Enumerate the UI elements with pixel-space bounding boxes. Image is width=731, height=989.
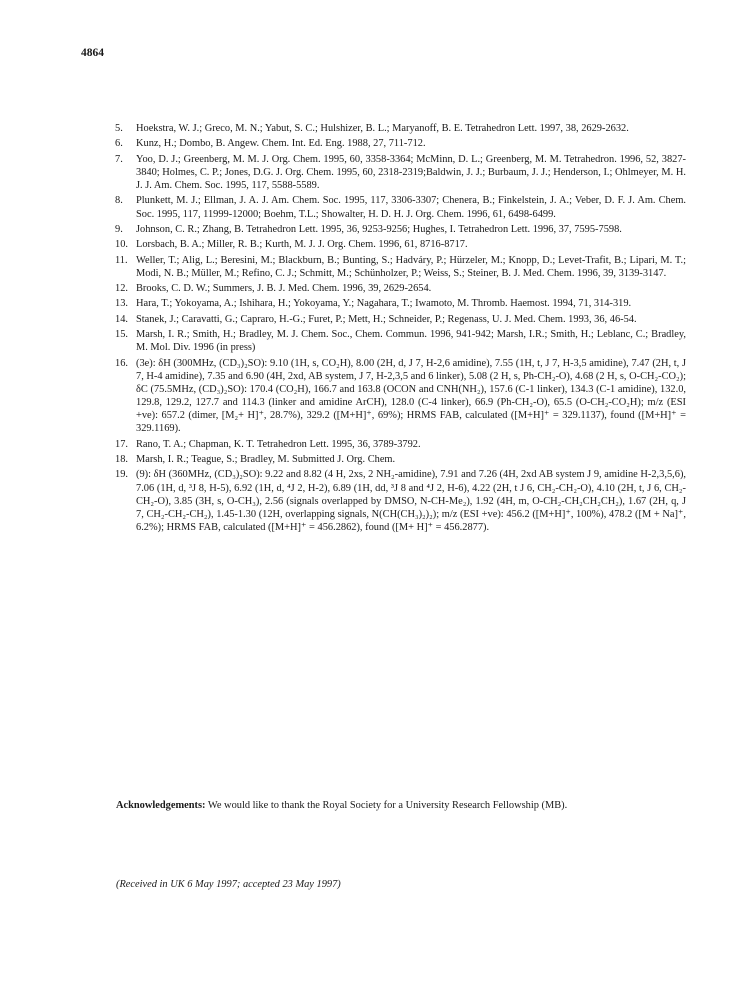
- reference-number: 5.: [115, 123, 123, 134]
- received-date: (Received in UK 6 May 1997; accepted 23 May 1997): [116, 879, 341, 890]
- reference-text: Hara, T.; Yokoyama, A.; Ishihara, H.; Yokoyama, Y.; Nagahara, T.; Iwamoto, M. Thromb. Haemost. 1994, 71, 314-319.: [136, 298, 632, 310]
- reference-text: Plunkett, M. J.; Ellman, J. A. J. Am. Chem. Soc. 1995, 117, 3306-3307; Chenera, B.; Finkelstein, J. A.; Veber, D. F. J. Am. Chem. Soc. 1995, 117, 11999-12000; Boehm, T.L.; Showalter, H. D. H. J. Org. Chem. 1996, 61, 6498-6499.: [136, 195, 686, 220]
- reference-text: (9): δH (360MHz, (CD₃)₂SO): 9.22 and 8.82 (4 H, 2xs, 2 NH₂-amidine), 7.91 and 7.26 (4H, 2xd AB system J 9, amidine H-2,3,5,6), 7.06 (1H, d, ³J 8, H-5), 6.92 (1H, d, ⁴J 2, H-2), 6.89 (1H, dd, ³J 8 and ⁴J 2, H-6), 4.22 (2H, t J 6, CH₂-CH₂-O), 4.10 (2H, t, J 6, CH₂-CH₂-O), 3.85 (3H, s, O-CH₃), 2.56 (signals overlapped by DMSO, N-CH-Me₂), 1.92 (4H, m, O-CH₂-CH₂CH₂CH₂), 1.67 (2H, q, J 7, CH₂-CH₂-CH₂), 1.45-1.30 (12H, overlapping signals, N(CH(CH₃)₂)₂); m/z (ESI +ve): 456.2 ([M+H]⁺, 100%), 478.2 ([M + Na]⁺, 6.2%); HRMS FAB, calculated ([M+H]⁺ = 456.2862), found ([M+ H]⁺ = 456.2877).: [136, 469, 686, 533]
- reference-item: [116, 137, 686, 150]
- reference-item: [116, 153, 686, 192]
- reference-text: Marsh, I. R.; Teague, S.; Bradley, M. Submitted J. Org. Chem.: [136, 454, 396, 466]
- reference-text: Johnson, C. R.; Zhang, B. Tetrahedron Lett. 1995, 36, 9253-9256; Hughes, I. Tetrahedron Lett. 1996, 37, 7595-7598.: [136, 223, 622, 235]
- reference-number: 14.: [115, 313, 128, 325]
- reference-item: [116, 438, 686, 451]
- reference-text: Hoekstra, W. J.; Greco, M. N.; Yabut, S. C.; Hulshizer, B. L.; Maryanoff, B. E. Tetrahedron Lett. 1997, 38, 2629-2632.: [136, 123, 629, 134]
- reference-number: 9.: [115, 223, 123, 235]
- reference-item: [116, 122, 686, 135]
- reference-number: 12.: [115, 283, 128, 295]
- reference-item: [116, 238, 686, 251]
- reference-item: [116, 282, 686, 295]
- reference-number: 11.: [115, 254, 128, 266]
- reference-item: [116, 328, 686, 354]
- reference-text: Marsh, I. R.; Smith, H.; Bradley, M. J. Chem. Soc., Chem. Commun. 1996, 941-942; Marsh, I.R.; Smith, H.; Leblanc, C.; Bradley, M. Mol. Div. 1996 (in press): [136, 329, 686, 354]
- reference-item: [116, 357, 686, 436]
- reference-number: 16.: [115, 357, 128, 369]
- reference-item: [116, 453, 686, 466]
- reference-item: [116, 297, 686, 310]
- acknowledgements-text: We would like to thank the Royal Society for a University Research Fellowship (MB).: [205, 800, 568, 811]
- reference-number: 17.: [115, 438, 128, 450]
- reference-number: 19.: [115, 469, 128, 481]
- reference-text: Brooks, C. D. W.; Summers, J. B. J. Med. Chem. 1996, 39, 2629-2654.: [136, 283, 432, 295]
- reference-number: 18.: [115, 454, 128, 466]
- reference-number: 15.: [115, 329, 128, 341]
- reference-item: [116, 194, 686, 220]
- reference-item: [116, 313, 686, 326]
- reference-number: 7.: [115, 153, 123, 165]
- reference-number: 13.: [115, 298, 128, 310]
- reference-text: Rano, T. A.; Chapman, K. T. Tetrahedron Lett. 1995, 36, 3789-3792.: [136, 438, 421, 450]
- reference-list: [116, 122, 686, 536]
- acknowledgements: [116, 799, 706, 812]
- reference-text: Kunz, H.; Dombo, B. Angew. Chem. Int. Ed. Eng. 1988, 27, 711-712.: [136, 138, 426, 150]
- reference-number: 8.: [115, 195, 123, 207]
- reference-number: 6.: [115, 138, 123, 150]
- page-number: 4864: [81, 47, 104, 59]
- reference-text: Weller, T.; Alig, L.; Beresini, M.; Blackburn, B.; Bunting, S.; Hadváry, P.; Hürzeler, M.; Knopp, D.; Levet-Trafit, B.; Lipari, M. T.; Modi, N. B.; Müller, M.; Refino, C. J.; Schmitt, M.; Schünholzer, P.; Weiss, S.; Steiner, B. J. Med. Chem. 1996, 39, 3139-3147.: [136, 254, 686, 279]
- reference-text: Stanek, J.; Caravatti, G.; Capraro, H.-G.; Furet, P.; Mett, H.; Schneider, P.; Regenass, U. J. Med. Chem. 1993, 36, 46-54.: [136, 313, 637, 325]
- reference-item: [116, 468, 686, 534]
- acknowledgements-label: Acknowledgements:: [116, 800, 206, 811]
- reference-item: [116, 223, 686, 236]
- reference-text: Lorsbach, B. A.; Miller, R. B.; Kurth, M. J. J. Org. Chem. 1996, 61, 8716-8717.: [136, 239, 468, 251]
- reference-text: Yoo, D. J.; Greenberg, M. M. J. Org. Chem. 1995, 60, 3358-3364; McMinn, D. L.; Greenberg, M. M. Tetrahedron. 1996, 52, 3827-3840; Holmes, C. P.; Jones, D.G. J. Org. Chem. 1995, 60, 2318-2319;Baldwin, J. J.; Burbaum, J. J.; Henderson, I.; Ohlmeyer, M. H. J. J. Am. Chem. Soc. 1995, 117, 5588-5589.: [136, 153, 686, 191]
- reference-text: (3e): δH (300MHz, (CD₃)₂SO): 9.10 (1H, s, CO₂H), 8.00 (2H, d, J 7, H-2,6 amidine), 7.55 (1H, t, J 7, H-3,5 amidine), 7.47 (2H, t, J 7, H-4 amidine), 7.35 and 6.90 (4H, 2xd, AB system, J 7, H-2,3,5 and 6 linker), 5.08 (2 H, s, Ph-CH₂-O), 4.68 (2 H, s, O-CH₂-CO₂); δC (75.5MHz, (CD₃)₂SO): 170.4 (CO₂H), 166.7 and 163.8 (OCON and CNH(NH₂), 157.6 (C-1 linker), 134.3 (C-1 amidine), 132.0, 129.8, 129.2, 127.7 and 114.3 (linker and amidine ArCH), 128.0 (C-4 linker), 66.9 (Ph-CH₂-O), 65.5 (O-CH₂-CO₂H); m/z (ESI +ve): 657.2 (dimer, [M₂+ H]⁺, 28.7%), 329.2 ([M+H]⁺, 69%); HRMS FAB, calculated ([M+H]⁺ = 329.1137), found ([M+H]⁺ = 329.1169).: [136, 357, 686, 435]
- reference-item: [116, 254, 686, 280]
- reference-number: 10.: [115, 239, 128, 251]
